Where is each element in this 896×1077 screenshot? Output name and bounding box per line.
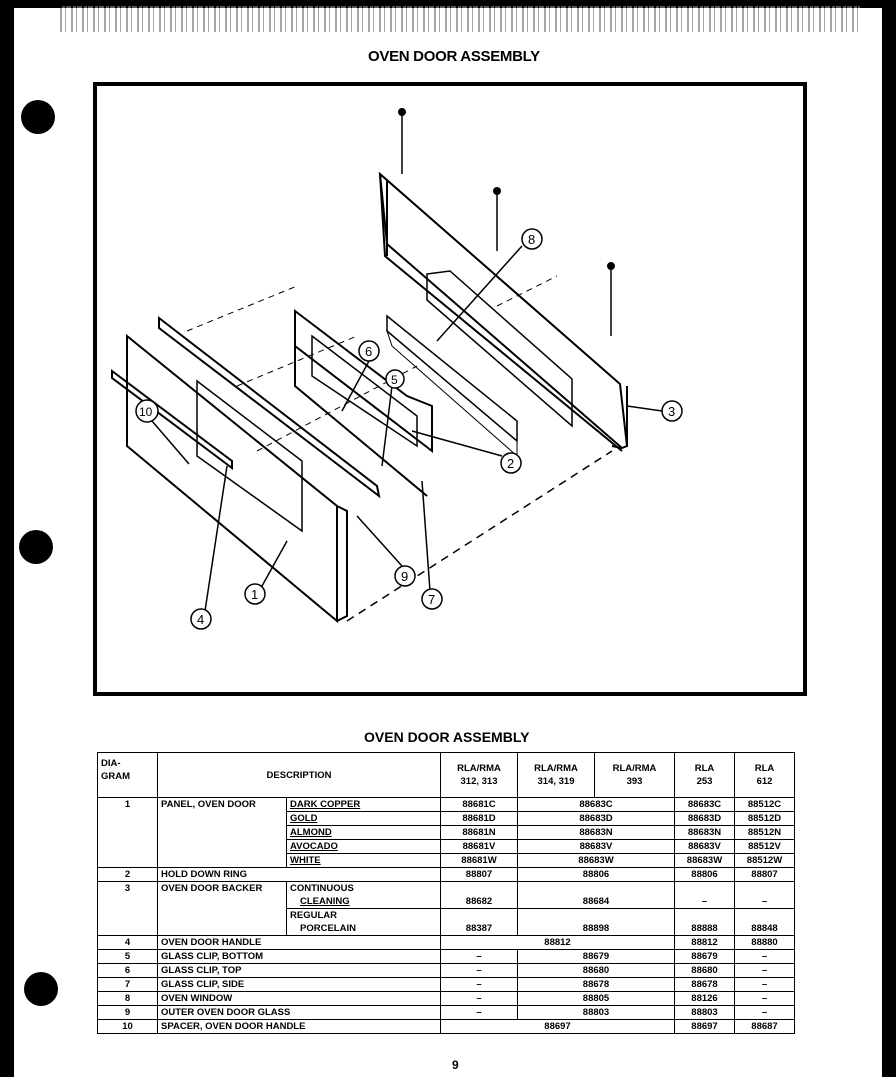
page-title: OVEN DOOR ASSEMBLY [368,48,540,65]
svg-text:7: 7 [428,592,436,607]
table-row: 5 GLASS CLIP, BOTTOM – 88679 88679 – [98,950,795,964]
table-row: 8 OVEN WINDOW – 88805 88126 – [98,992,795,1006]
svg-text:5: 5 [391,373,398,387]
scan-edge-right [882,0,896,1077]
parts-table [97,752,795,1034]
page-number: 9 [452,1058,459,1072]
header-col2: RLA/RMA 314, 319 [518,753,595,798]
callout-2 [412,431,521,473]
callout-9 [357,516,415,586]
table-row: ALMOND 88681N 88683N 88683N 88512N [98,826,795,840]
table-row: REGULAR PORCELAIN 88387 88898 88888 88848 [98,909,795,936]
exploded-diagram [93,82,807,696]
table-row: 10 SPACER, OVEN DOOR HANDLE 88697 88697 88687 [98,1020,795,1034]
svg-text:1: 1 [251,587,259,602]
header-diagram: DIA- GRAM [98,753,158,798]
table-row: 2 HOLD DOWN RING 88807 88806 88806 88807 [98,868,795,882]
table-row: 1 PANEL, OVEN DOOR DARK COPPER 88681C 88683C 88683C 88512C [98,798,795,812]
header-col1: RLA/RMA 312, 313 [441,753,518,798]
table-row: WHITE 88681W 88683W 88683W 88512W [98,854,795,868]
svg-text:10: 10 [139,405,153,419]
binder-hole-bottom [24,972,58,1006]
table-row: 9 OUTER OVEN DOOR GLASS – 88803 88803 – [98,1006,795,1020]
table-row: 7 GLASS CLIP, SIDE – 88678 88678 – [98,978,795,992]
svg-text:9: 9 [401,569,409,584]
callout-3 [627,401,682,421]
table-row: AVOCADO 88681V 88683V 88683V 88512V [98,840,795,854]
table-header-row [98,753,795,798]
header-col4: RLA 253 [675,753,735,798]
svg-text:3: 3 [668,404,676,419]
table-title: OVEN DOOR ASSEMBLY [364,729,530,745]
table-row: GOLD 88681D 88683D 88683D 88512D [98,812,795,826]
binder-hole-middle [19,530,53,564]
scan-noise [60,6,860,32]
table-row: 6 GLASS CLIP, TOP – 88680 88680 – [98,964,795,978]
callout-8 [437,229,542,341]
callout-5 [382,370,404,466]
svg-text:4: 4 [197,612,205,627]
binder-hole-top [21,100,55,134]
callout-4 [191,466,227,629]
svg-text:6: 6 [365,344,373,359]
header-col3: RLA/RMA 393 [595,753,675,798]
table-row: 4 OVEN DOOR HANDLE 88812 88812 88880 [98,936,795,950]
header-col5: RLA 612 [735,753,795,798]
callout-7 [422,481,442,609]
table-row: 3 OVEN DOOR BACKER CONTINUOUS CLEANING 88682 88684 – – [98,882,795,909]
scan-edge-left [0,0,14,1077]
oven-door-exploded-view [97,86,803,692]
svg-text:8: 8 [528,232,536,247]
header-description: DESCRIPTION [158,753,441,798]
svg-text:2: 2 [507,456,515,471]
